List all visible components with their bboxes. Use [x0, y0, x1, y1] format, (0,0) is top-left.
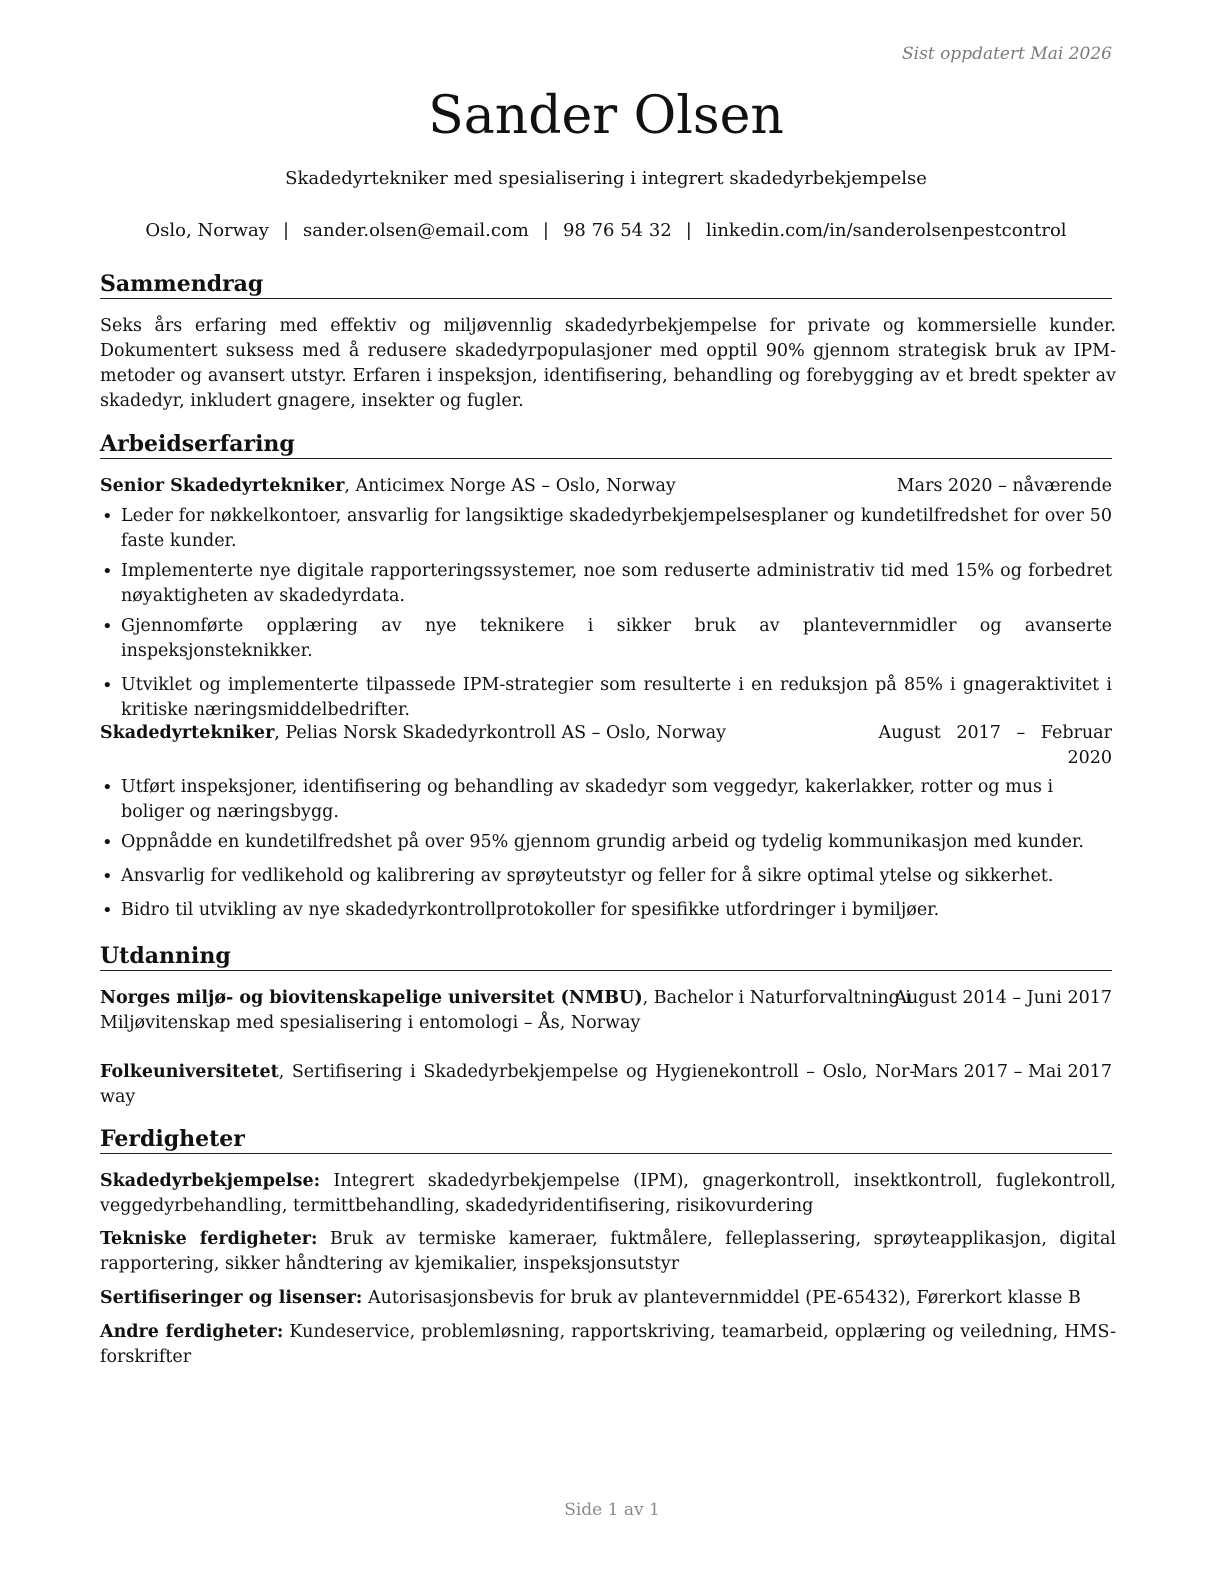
- education-dates: August 2014 – Juni 2017: [894, 988, 1112, 1008]
- job-dates: Mars 2020 – nåværende: [896, 476, 1112, 496]
- skill-text: Kundeservice, problemløsning, rapportskriving, teamarbeid, opplæring og veiledning, HMS-forskrifter: [100, 1322, 1116, 1367]
- contact-separator: |: [542, 220, 549, 241]
- education-dates: Mars 2017 – Mai 2017: [912, 1062, 1112, 1082]
- job-title: Skadedyrtekniker: [100, 723, 275, 743]
- skill-label: Tekniske ferdigheter:: [100, 1229, 318, 1249]
- education-degree: , Sertifisering i Skadedyrbekjempelse og Hygienekontroll – Oslo, Nor-: [278, 1062, 916, 1082]
- summary-heading: Sammendrag: [100, 270, 1112, 299]
- job-title-line: [100, 474, 676, 499]
- experience-heading: Arbeidserfaring: [100, 430, 1112, 459]
- skill-text: Autorisasjonsbevis for bruk av plantevernmiddel (PE-65432), Førerkort klasse B: [362, 1288, 1081, 1308]
- job-title: Senior Skadedyrtekniker: [100, 476, 345, 496]
- contact-linkedin[interactable]: linkedin.com/in/sanderolsenpestcontrol: [705, 220, 1067, 241]
- education-line1: [100, 986, 911, 1011]
- education-line2: Miljøvitenskap med spesialisering i entomologi – Ås, Norway: [100, 1013, 641, 1033]
- job-bullets: [100, 504, 1112, 723]
- bullet-item: • Oppnådde en kundetilfredshet på over 95% gjennom grundig arbeid og tydelig kommunikasjon med kunder.: [100, 830, 1112, 855]
- skill-text: Bruk av termiske kameraer, fuktmålere, felleplassering, sprøyteapplikasjon, digital rapportering, sikker håndtering av kjemikalier, inspeksjonsutstyr: [100, 1229, 1116, 1274]
- bullet-item: • Utført inspeksjoner, identifisering og behandling av skadedyr som veggedyr, kakerlakker, rotter og mus i boliger og næringsbygg.: [100, 775, 1112, 825]
- bullet-item: • Utviklet og implementerte tilpassede IPM-strategier som resulterte i en reduksjon på 85% i gnageraktivitet i kritiske næringsmiddelbedrifter.: [100, 673, 1112, 723]
- skill-label: Sertifiseringer og lisenser:: [100, 1288, 363, 1308]
- education-item: [100, 1060, 1112, 1110]
- education-heading: Utdanning: [100, 942, 1112, 971]
- tagline: Skadedyrtekniker med spesialisering i integrert skadedyrbekjempelse: [285, 168, 927, 189]
- contact-location: Oslo, Norway: [145, 220, 269, 241]
- job-dates: [878, 721, 1112, 771]
- education-school: Norges miljø- og biovitenskapelige universitet (NMBU): [100, 988, 643, 1008]
- job-title-line: [100, 721, 726, 746]
- contact-phone: 98 76 54 32: [562, 220, 672, 241]
- bullet-item: • Ansvarlig for vedlikehold og kalibrering av sprøyteutstyr og feller for å sikre optimal ytelse og sikkerhet.: [100, 864, 1112, 889]
- bullet-item: • Leder for nøkkelkontoer, ansvarlig for langsiktige skadedyrbekjempelsesplaner og kundetilfredshet for over 50 faste kunder.: [100, 504, 1112, 554]
- education-line1: [100, 1060, 916, 1085]
- job-bullets: [100, 775, 1112, 923]
- contact-separator: |: [685, 220, 692, 241]
- contact-line: [100, 218, 1112, 244]
- education-school: Folkeuniversitetet: [100, 1062, 279, 1082]
- skill-group: [100, 1320, 1116, 1370]
- skill-label: Andre ferdigheter:: [100, 1322, 284, 1342]
- summary-text: Seks års erfaring med effektiv og miljøvennlig skadedyrbekjempelse for private og kommersielle kunder. Dokumentert suksess med å redusere skadedyrpopulasjoner med opptil 90% gjennom strategisk bruk av IPM-metoder og avansert utstyr. Erfaren i inspeksjon, identifisering, behandling og forebygging av et bredt spekter av skadedyr, inkludert gnagere, insekter og fugler.: [100, 316, 1116, 411]
- page-number: Side 1 av 1: [564, 1500, 660, 1520]
- skill-group: [100, 1169, 1116, 1219]
- candidate-name: Sander Olsen: [428, 86, 784, 146]
- education-degree: , Bachelor i Naturforvaltning i: [642, 988, 911, 1008]
- education-line2: way: [100, 1087, 136, 1107]
- education-details: [100, 986, 911, 1036]
- education-item: [100, 986, 1112, 1036]
- job-dates-line2: 2020: [1067, 748, 1112, 768]
- skill-text: Integrert skadedyrbekjempelse (IPM), gnagerkontroll, insektkontroll, fuglekontroll, veggedyrbehandling, termittbehandling, skadedyridentifisering, risikovurdering: [100, 1171, 1116, 1216]
- skill-group: [100, 1227, 1116, 1277]
- job-company: , Pelias Norsk Skadedyrkontroll AS – Oslo, Norway: [274, 723, 727, 743]
- bullet-item: • Gjennomførte opplæring av nye teknikere i sikker bruk av plantevernmidler og avanserte inspeksjonsteknikker.: [100, 614, 1112, 664]
- job-dates-line1: August 2017 – Februar: [878, 723, 1112, 743]
- bullet-item: • Bidro til utvikling av nye skadedyrkontrollprotokoller for spesifikke utfordringer i bymiljøer.: [100, 898, 1112, 923]
- skill-label: Skadedyrbekjempelse:: [100, 1171, 321, 1191]
- contact-email[interactable]: sander.olsen@email.com: [303, 220, 529, 241]
- job-company: , Anticimex Norge AS – Oslo, Norway: [344, 476, 676, 496]
- last-updated: Sist oppdatert Mai 2026: [902, 44, 1112, 64]
- bullet-item: • Implementerte nye digitale rapporteringssystemer, noe som reduserte administrativ tid med 15% og forbedret nøyaktigheten av skadedyrdata.: [100, 559, 1112, 609]
- skills-heading: Ferdigheter: [100, 1125, 1112, 1154]
- job-header: [100, 721, 1112, 771]
- skill-group: [100, 1286, 1116, 1311]
- contact-separator: |: [282, 220, 290, 241]
- education-details: [100, 1060, 916, 1110]
